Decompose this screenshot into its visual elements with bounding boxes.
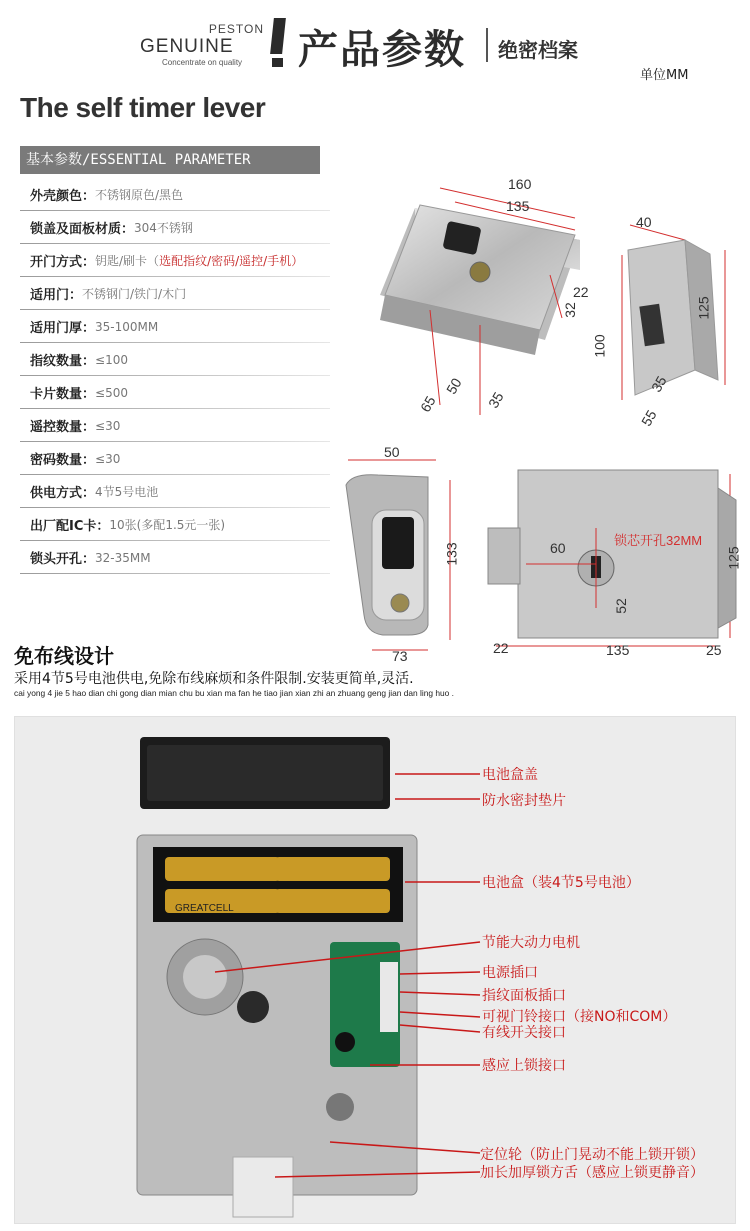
wireless-design-pinyin: cai yong 4 jie 5 hao dian chi gong dian mian chu bu xian ma fan he tiao jian xian zhi an zhuang geng jian dan ling huo .: [14, 688, 454, 698]
dim-side-125: 125: [695, 296, 712, 320]
callout-sensor-lock-port: 感应上锁接口: [482, 1058, 566, 1074]
spec-value: ≤30: [95, 418, 121, 433]
spec-row: [20, 277, 380, 310]
dim-iso-32: 32: [561, 302, 578, 318]
dim-side-40: 40: [636, 214, 652, 230]
spec-key: 外壳颜色：: [30, 189, 96, 204]
brand-logo: [140, 20, 270, 72]
spec-table: [20, 178, 380, 574]
dim-front-73: 73: [392, 648, 408, 664]
dim-iso-35: 35: [484, 389, 507, 411]
dim-iso-160: 160: [508, 176, 532, 192]
spec-key: 适用门厚：: [30, 321, 96, 336]
spec-key: 出厂配IC卡：: [30, 519, 110, 534]
exclamation-mark-icon: [272, 18, 284, 70]
dim-iso-65: 65: [416, 393, 439, 415]
spec-row: [20, 442, 380, 475]
spec-key: 密码数量：: [30, 453, 96, 468]
spec-row: [20, 541, 380, 574]
callout-battery-box: 电池盒（装4节5号电池）: [482, 875, 640, 891]
callout-lock-bolt: 加长加厚锁方舌（感应上锁更静音）: [480, 1165, 704, 1181]
spec-key: 锁盖及面板材质：: [30, 222, 135, 237]
callout-battery-cover: 电池盒盖: [482, 767, 538, 783]
dim-front-133: 133: [443, 542, 460, 566]
callout-wired-switch-port: 有线开关接口: [482, 1025, 566, 1041]
unit-label: 单位MM: [640, 68, 689, 83]
dim-back-25: 25: [706, 642, 722, 658]
dim-iso-22: 22: [573, 284, 589, 300]
spec-value: 钥匙/刷卡（: [95, 254, 160, 268]
spec-value: ≤30: [95, 451, 121, 466]
dim-back-125: 125: [725, 546, 742, 570]
dim-iso-135: 135: [506, 198, 530, 214]
battery-label: GREATCELL: [175, 903, 234, 914]
wireless-design-description: 采用4节5号电池供电,免除布线麻烦和条件限制.安装更简单,灵活.: [14, 671, 414, 687]
spec-key: 开门方式：: [30, 255, 96, 270]
spec-row: [20, 343, 380, 376]
dim-back-52: 52: [612, 598, 629, 614]
wireless-design-title: 免布线设计: [14, 644, 114, 668]
dim-back-22: 22: [493, 640, 509, 656]
spec-heading: 基本参数/ESSENTIAL PARAMETER: [20, 146, 320, 174]
callout-motor: 节能大动力电机: [482, 935, 580, 951]
dim-side-100: 100: [591, 334, 608, 358]
spec-row: [20, 178, 380, 211]
brand-tagline: Concentrate on quality: [162, 58, 243, 67]
callout-fingerprint-port: 指纹面板插口: [482, 988, 566, 1004]
dim-side-55: 55: [637, 407, 660, 429]
callout-power-port: 电源插口: [482, 965, 538, 981]
spec-row: [20, 409, 380, 442]
spec-value: 4节5号电池: [95, 485, 159, 499]
spec-row: [20, 310, 380, 343]
dim-back-hole: 锁芯开孔32MM: [614, 533, 703, 548]
spec-key: 适用门：: [30, 288, 83, 303]
dim-front-50: 50: [384, 444, 400, 460]
spec-key: 锁头开孔：: [30, 552, 96, 567]
dim-back-135: 135: [606, 642, 630, 658]
spec-value: 35-100MM: [95, 319, 159, 334]
callout-positioning-wheel: 定位轮（防止门晃动不能上锁开锁）: [480, 1147, 704, 1163]
spec-row: [20, 244, 380, 277]
strike-side-drawing: [600, 210, 740, 440]
dim-side-35: 35: [647, 373, 670, 395]
spec-value: 不锈钢门/铁门/木门: [82, 287, 187, 301]
spec-row: [20, 211, 380, 244]
spec-key: 卡片数量：: [30, 387, 96, 402]
spec-value: 304不锈钢: [134, 221, 193, 235]
spec-key: 指纹数量：: [30, 354, 96, 369]
spec-key: 供电方式：: [30, 486, 96, 501]
spec-value: 10张(多配1.5元一张): [109, 518, 226, 532]
back-plate-drawing: [486, 468, 748, 660]
brand-main-text: GENUINE: [140, 36, 234, 57]
spec-row: [20, 376, 380, 409]
page-title: 产品参数: [298, 27, 466, 73]
spec-value: ≤500: [95, 385, 128, 400]
brand-top-text: PESTON: [208, 22, 264, 36]
callout-doorbell-port: 可视门铃接口（接NO和COM）: [482, 1009, 677, 1025]
page-subtitle: 绝密档案: [498, 38, 578, 62]
callout-waterproof-gasket: 防水密封垫片: [482, 793, 566, 809]
lock-iso-drawing: [370, 170, 610, 430]
spec-option: 选配指纹/密码/遥控/手机）: [159, 254, 304, 268]
title-divider: [486, 28, 488, 62]
spec-value: 32-35MM: [95, 550, 151, 565]
spec-row: [20, 475, 380, 508]
dim-back-60: 60: [550, 540, 566, 556]
spec-value: 不锈钢原色/黑色: [95, 188, 184, 202]
dim-iso-50: 50: [442, 375, 465, 397]
spec-key: 遥控数量：: [30, 420, 96, 435]
spec-row: [20, 508, 380, 541]
product-title: The self timer lever: [20, 92, 266, 123]
spec-value: ≤100: [95, 352, 128, 367]
